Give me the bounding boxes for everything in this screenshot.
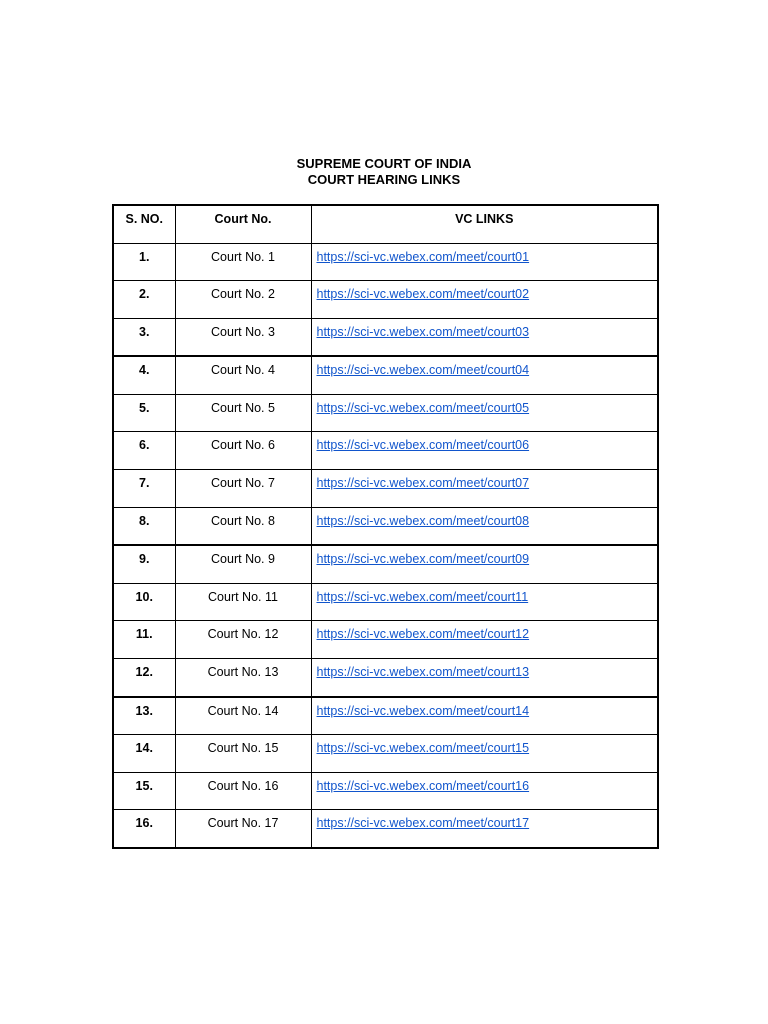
serial-number: 14. xyxy=(113,734,175,772)
vc-link[interactable]: https://sci-vc.webex.com/meet/court14 xyxy=(316,703,530,718)
vc-link-cell xyxy=(311,697,658,735)
column-header-court: Court No. xyxy=(175,205,311,243)
table-row xyxy=(113,470,658,508)
court-number: Court No. 7 xyxy=(175,470,311,508)
vc-link[interactable]: https://sci-vc.webex.com/meet/court04 xyxy=(316,363,530,378)
vc-link[interactable]: https://sci-vc.webex.com/meet/court08 xyxy=(316,514,530,529)
serial-number: 8. xyxy=(113,508,175,546)
court-number: Court No. 9 xyxy=(175,545,311,583)
vc-link-cell xyxy=(311,432,658,470)
vc-link-cell xyxy=(311,545,658,583)
table-row xyxy=(113,281,658,319)
serial-number: 6. xyxy=(113,432,175,470)
table-row xyxy=(113,810,658,848)
table-row xyxy=(113,432,658,470)
vc-link-cell xyxy=(311,621,658,659)
table-row xyxy=(113,621,658,659)
table-row xyxy=(113,583,658,621)
serial-number: 11. xyxy=(113,621,175,659)
vc-link[interactable]: https://sci-vc.webex.com/meet/court17 xyxy=(316,816,530,831)
serial-number: 7. xyxy=(113,470,175,508)
serial-number: 15. xyxy=(113,772,175,810)
court-number: Court No. 1 xyxy=(175,243,311,281)
court-number: Court No. 17 xyxy=(175,810,311,848)
column-header-sno: S. NO. xyxy=(113,205,175,243)
serial-number: 3. xyxy=(113,319,175,357)
vc-link[interactable]: https://sci-vc.webex.com/meet/court12 xyxy=(316,627,530,642)
serial-number: 12. xyxy=(113,659,175,697)
table-header-row xyxy=(113,205,658,243)
court-number: Court No. 12 xyxy=(175,621,311,659)
vc-link-cell xyxy=(311,772,658,810)
serial-number: 2. xyxy=(113,281,175,319)
vc-link[interactable]: https://sci-vc.webex.com/meet/court01 xyxy=(316,249,530,264)
table-row xyxy=(113,734,658,772)
table-row xyxy=(113,697,658,735)
court-number: Court No. 6 xyxy=(175,432,311,470)
court-number: Court No. 13 xyxy=(175,659,311,697)
table-row xyxy=(113,243,658,281)
court-number: Court No. 14 xyxy=(175,697,311,735)
vc-link-cell xyxy=(311,583,658,621)
table-row xyxy=(113,545,658,583)
title-line-2: COURT HEARING LINKS xyxy=(307,171,461,187)
vc-link[interactable]: https://sci-vc.webex.com/meet/court05 xyxy=(316,400,530,415)
vc-link-cell xyxy=(311,394,658,432)
court-number: Court No. 15 xyxy=(175,734,311,772)
vc-link-cell xyxy=(311,508,658,546)
vc-link[interactable]: https://sci-vc.webex.com/meet/court02 xyxy=(316,287,530,302)
vc-link[interactable]: https://sci-vc.webex.com/meet/court06 xyxy=(316,438,530,453)
serial-number: 9. xyxy=(113,545,175,583)
table-row xyxy=(113,394,658,432)
serial-number: 4. xyxy=(113,356,175,394)
vc-link[interactable]: https://sci-vc.webex.com/meet/court11 xyxy=(316,589,529,604)
court-number: Court No. 3 xyxy=(175,319,311,357)
court-number: Court No. 4 xyxy=(175,356,311,394)
court-number: Court No. 11 xyxy=(175,583,311,621)
document-title xyxy=(0,156,768,187)
vc-link[interactable]: https://sci-vc.webex.com/meet/court07 xyxy=(316,476,530,491)
table-row xyxy=(113,319,658,357)
table-row xyxy=(113,508,658,546)
court-number: Court No. 8 xyxy=(175,508,311,546)
serial-number: 16. xyxy=(113,810,175,848)
vc-link[interactable]: https://sci-vc.webex.com/meet/court09 xyxy=(316,552,530,567)
table-row xyxy=(113,356,658,394)
column-header-vc-links: VC LINKS xyxy=(311,205,658,243)
vc-link[interactable]: https://sci-vc.webex.com/meet/court15 xyxy=(316,740,530,755)
vc-link-cell xyxy=(311,470,658,508)
serial-number: 1. xyxy=(113,243,175,281)
court-number: Court No. 5 xyxy=(175,394,311,432)
vc-link-cell xyxy=(311,281,658,319)
hearing-links-table xyxy=(112,204,659,849)
vc-link[interactable]: https://sci-vc.webex.com/meet/court03 xyxy=(316,325,530,340)
vc-link-cell xyxy=(311,734,658,772)
vc-link-cell xyxy=(311,319,658,357)
table-row xyxy=(113,659,658,697)
vc-link[interactable]: https://sci-vc.webex.com/meet/court13 xyxy=(316,665,530,680)
court-number: Court No. 2 xyxy=(175,281,311,319)
vc-link[interactable]: https://sci-vc.webex.com/meet/court16 xyxy=(316,778,530,793)
title-line-1: SUPREME COURT OF INDIA xyxy=(296,156,472,171)
vc-link-cell xyxy=(311,356,658,394)
table-row xyxy=(113,772,658,810)
serial-number: 5. xyxy=(113,394,175,432)
court-number: Court No. 16 xyxy=(175,772,311,810)
vc-link-cell xyxy=(311,659,658,697)
serial-number: 13. xyxy=(113,697,175,735)
serial-number: 10. xyxy=(113,583,175,621)
vc-link-cell xyxy=(311,810,658,848)
vc-link-cell xyxy=(311,243,658,281)
